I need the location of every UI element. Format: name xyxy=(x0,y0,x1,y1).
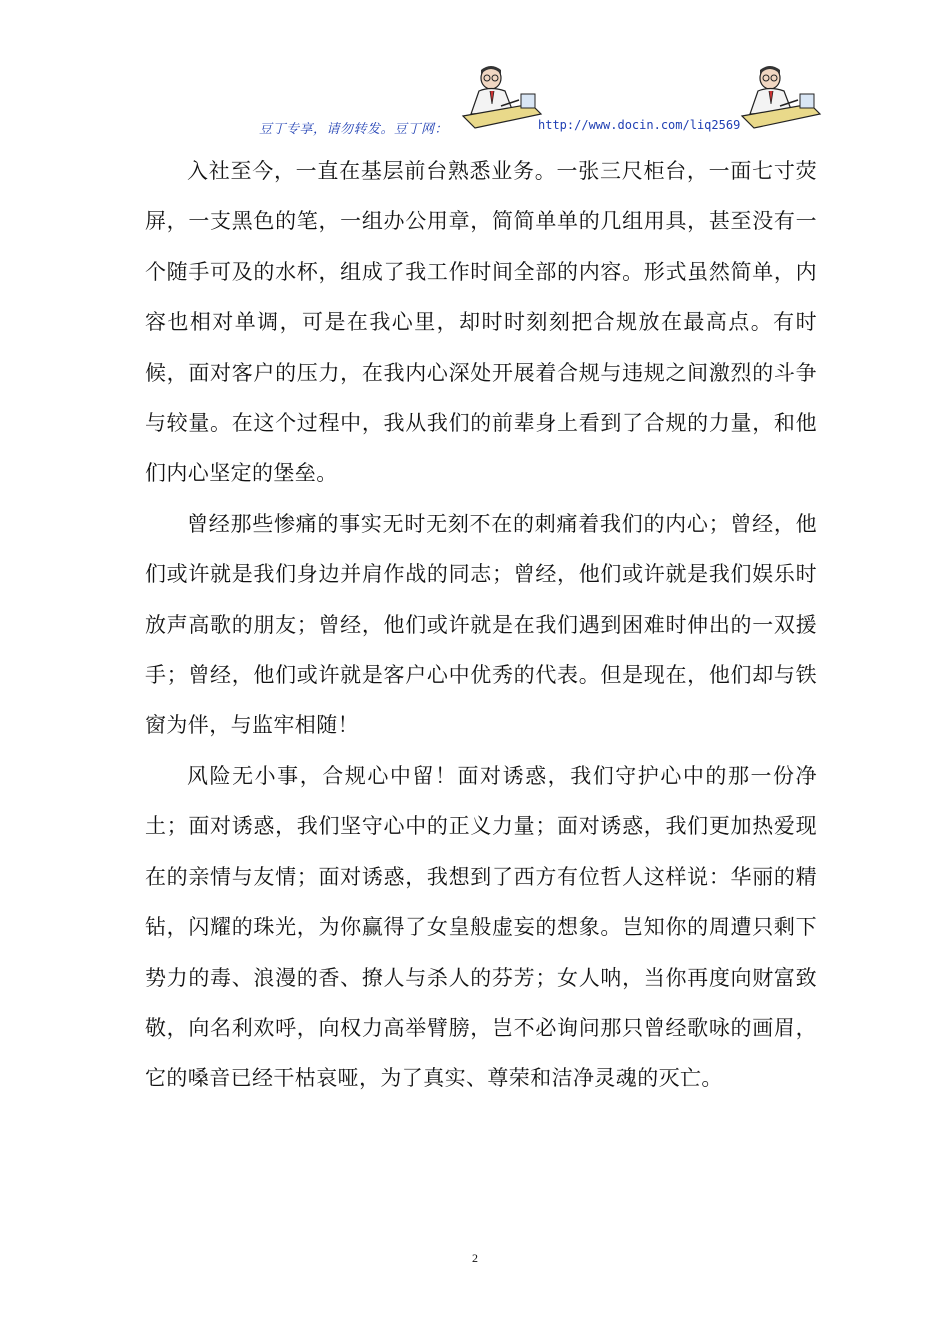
page-number: 2 xyxy=(472,1251,478,1265)
document-body xyxy=(145,146,817,1104)
page-header xyxy=(0,0,950,140)
man-at-desk-clipart-icon xyxy=(740,64,822,132)
body-paragraph: 风险无小事，合规心中留！面对诱惑，我们守护心中的那一份净土；面对诱惑，我们坚守心中的正义力量；面对诱惑，我们更加热爱现在的亲情与友情；面对诱惑，我想到了西方有位哲人这样说：华丽的精钻，闪耀的珠光，为你赢得了女皇般虚妄的想象。岂知你的周遭只剩下势力的毒、浪漫的香、撩人与杀人的芬芳；女人呐，当你再度向财富致敬，向名利欢呼，向权力高举臂膀，岂不必询问那只曾经歌咏的画眉，它的嗓音已经干枯哀哑，为了真实、尊荣和洁净灵魂的灭亡。 xyxy=(145,763,817,1091)
header-url-link[interactable]: http://www.docin.com/liq2569 xyxy=(538,118,741,132)
body-paragraph: 曾经那些惨痛的事实无时无刻不在的刺痛着我们的内心；曾经，他们或许就是我们身边并肩作战的同志；曾经，他们或许就是我们娱乐时放声高歌的朋友；曾经，他们或许就是在我们遇到困难时伸出的一双援手；曾经，他们或许就是客户心中优秀的代表。但是现在，他们却与铁窗为伴，与监牢相随！ xyxy=(145,511,817,738)
header-notice: 豆丁专享，请勿转发。豆丁网： xyxy=(259,122,449,137)
man-at-desk-clipart-icon xyxy=(461,64,543,132)
body-paragraph: 入社至今，一直在基层前台熟悉业务。一张三尺柜台，一面七寸荧屏，一支黑色的笔，一组办公用章，简简单单的几组用具，甚至没有一个随手可及的水杯，组成了我工作时间全部的内容。形式虽然简单，内容也相对单调，可是在我心里，却时时刻刻把合规放在最高点。有时候，面对客户的压力，在我内心深处开展着合规与违规之间激烈的斗争与较量。在这个过程中，我从我们的前辈身上看到了合规的力量，和他们内心坚定的堡垒。 xyxy=(145,159,817,486)
